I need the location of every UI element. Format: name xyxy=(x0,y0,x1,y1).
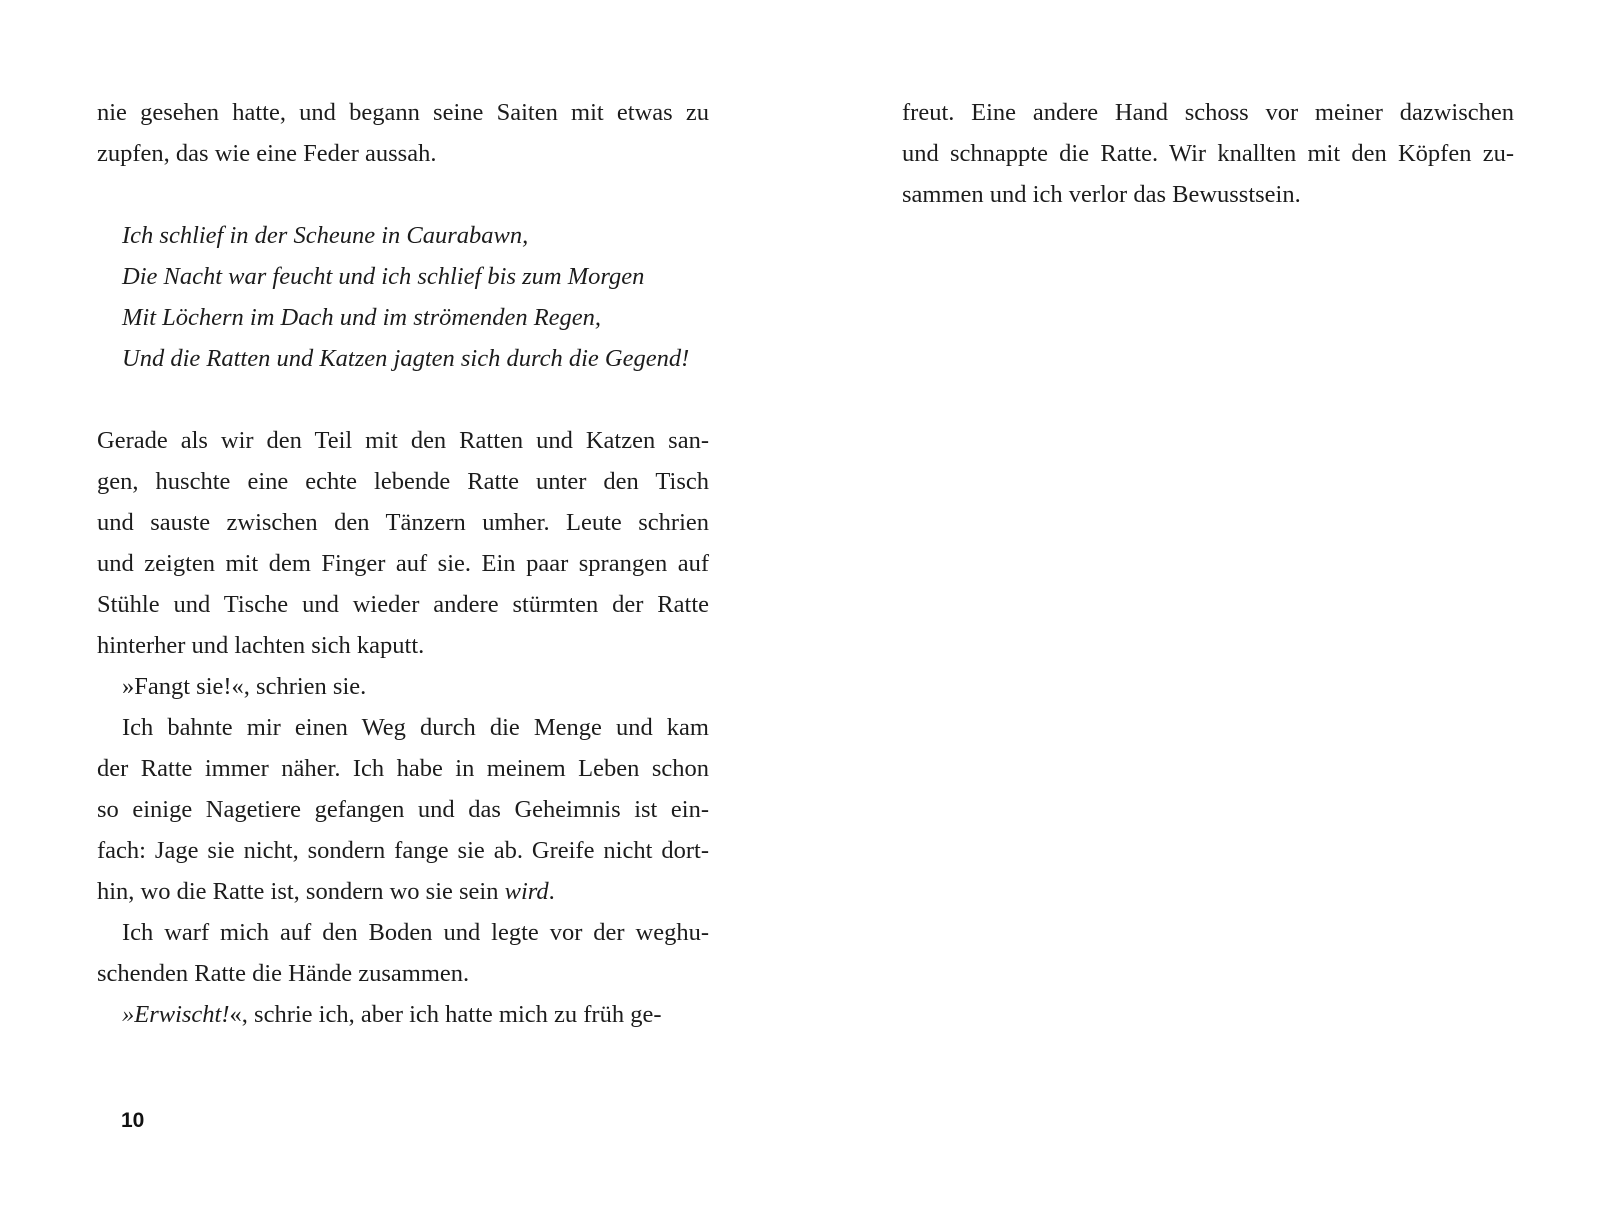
text-line: sammen und ich verlor das Bewusstsein. xyxy=(902,181,1301,208)
verse-line: Ich schlief in der Scheune in Caurabawn, xyxy=(122,222,529,249)
text-line: und zeigten mit dem Finger auf sie. Ein paar sprangen auf xyxy=(97,550,709,577)
text-line: Ich bahnte mir einen Weg durch die Menge und kam xyxy=(122,714,709,741)
text-line: Gerade als wir den Teil mit den Ratten und Katzen san- xyxy=(97,427,709,454)
text-fragment: . xyxy=(548,878,555,905)
text-line: hinterher und lachten sich kaputt. xyxy=(97,632,425,659)
text-line: so einige Nagetiere gefangen und das Geheimnis ist ein- xyxy=(97,796,709,823)
text-line: gen, huschte eine echte lebende Ratte unter den Tisch xyxy=(97,468,709,495)
text-line: zupfen, das wie eine Feder aussah. xyxy=(97,140,437,167)
page-number: 10 xyxy=(121,1109,145,1132)
text-line: Ich warf mich auf den Boden und legte vor der weghu- xyxy=(122,919,709,946)
verse-line: Und die Ratten und Katzen jagten sich durch die Gegend! xyxy=(122,345,690,372)
verse-line: Die Nacht war feucht und ich schlief bis zum Morgen xyxy=(122,263,645,290)
text-line: und sauste zwischen den Tänzern umher. Leute schrien xyxy=(97,509,709,536)
left-page xyxy=(97,92,709,1035)
paragraph-gap xyxy=(97,174,709,215)
text-fragment: «, schrie ich, aber ich hatte mich zu früh ge- xyxy=(229,1001,662,1028)
text-line: freut. Eine andere Hand schoss vor meiner dazwischen xyxy=(902,99,1514,126)
text-line: fach: Jage sie nicht, sondern fange sie ab. Greife nicht dort- xyxy=(97,837,709,864)
verse-line: Mit Löchern im Dach und im strömenden Regen, xyxy=(122,304,602,331)
emphasis-text: »Erwischt! xyxy=(122,1001,230,1028)
text-line: schenden Ratte die Hände zusammen. xyxy=(97,960,470,987)
text-fragment: hin, wo die Ratte ist, sondern wo sie sein xyxy=(97,878,505,905)
text-line: Stühle und Tische und wieder andere stürmten der Ratte xyxy=(97,591,709,618)
text-line: und schnappte die Ratte. Wir knallten mit den Köpfen zu- xyxy=(902,140,1514,167)
emphasis-text: wird xyxy=(504,878,549,905)
text-line xyxy=(97,871,709,912)
paragraph-gap xyxy=(97,379,709,420)
right-page xyxy=(902,92,1514,215)
text-line xyxy=(97,994,709,1035)
text-line: nie gesehen hatte, und begann seine Saiten mit etwas zu xyxy=(97,99,709,126)
text-line: der Ratte immer näher. Ich habe in meinem Leben schon xyxy=(97,755,709,782)
text-line: »Fangt sie!«, schrien sie. xyxy=(122,673,367,700)
